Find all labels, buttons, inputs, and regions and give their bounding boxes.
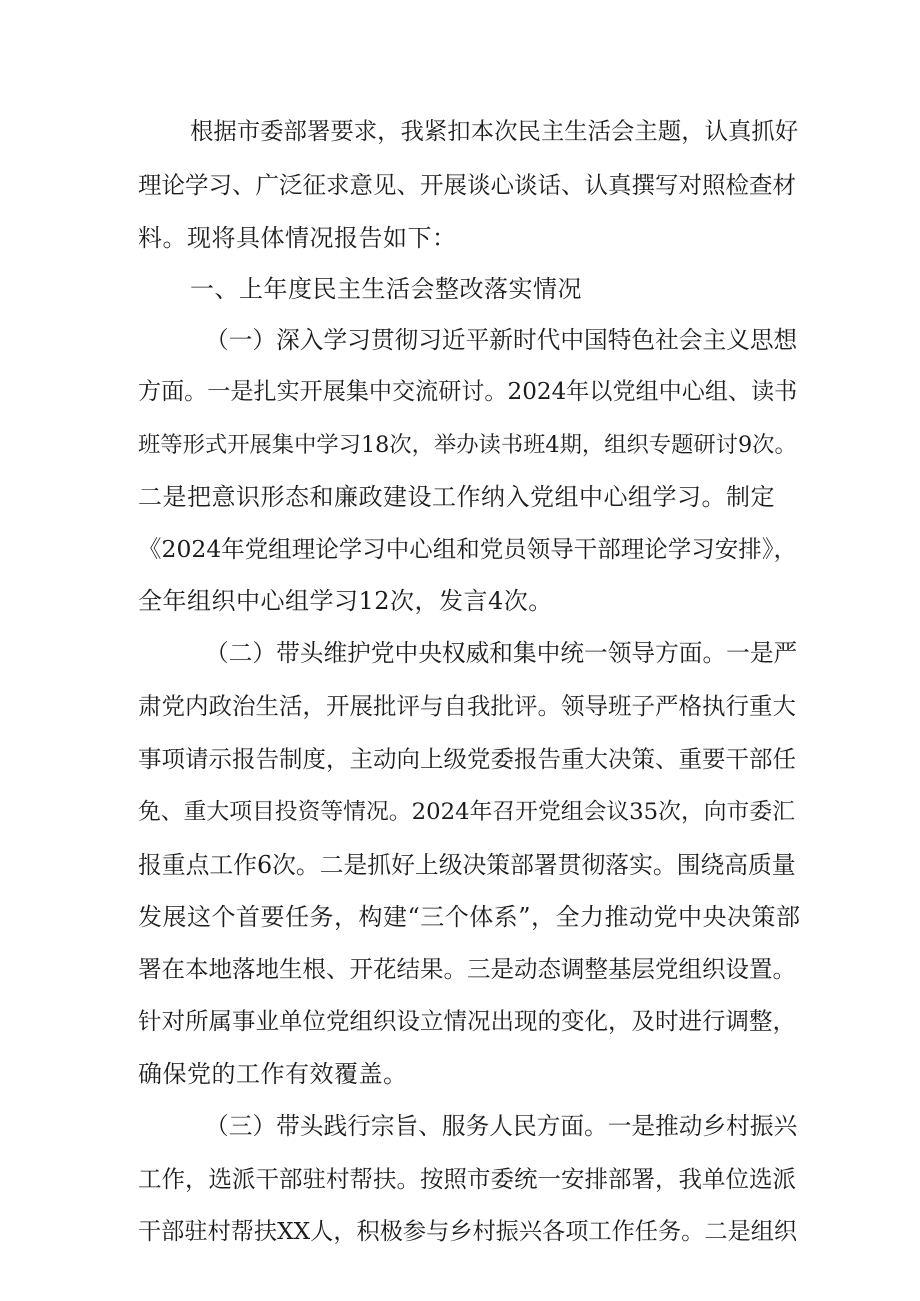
text-line: 二是把意识形态和廉政建设工作纳入党组中心组学习。制定 — [138, 483, 775, 511]
text-line: 干部驻村帮扶XX人，积极参与乡村振兴各项工作任务。二是组织 — [138, 1218, 798, 1245]
text-line: 理论学习、广泛征求意见、开展谈心谈话、认真撰写对照检查材 — [138, 171, 796, 199]
subsection-heading: （一）深入学习贯彻习近平新时代中国特色社会主义思想 — [205, 326, 798, 354]
text-line: 班等形式开展集中学习18次，举办读书班4期，组织专题研讨9次。 — [138, 432, 797, 458]
text-line: 方面。一是扎实开展集中交流研讨。2024年以党组中心组、读书 — [138, 379, 798, 405]
text-line: 全年组织中心组学习12次，发言4次。 — [138, 587, 553, 615]
text-line: 确保党的工作有效覆盖。 — [138, 1060, 408, 1088]
subsection-heading: （二）带头维护党中央权威和集中统一领导方面。一是严 — [205, 639, 798, 667]
text-line: 针对所属事业单位党组织设立情况出现的变化，及时进行调整， — [138, 1007, 796, 1035]
subsection-heading: （三）带头践行宗旨、服务人民方面。一是推动乡村振兴 — [205, 1112, 798, 1140]
text-line: 事项请示报告制度，主动向上级党委报告重大决策、重要干部任 — [138, 745, 796, 773]
text-line: 免、重大项目投资等情况。2024年召开党组会议35次，向市委汇 — [138, 799, 795, 825]
text-line: 署在本地落地生根、开花结果。三是动态调整基层党组织设置。 — [138, 955, 796, 983]
text-line: 《2024年党组理论学习中心组和党员领导干部理论学习安排》， — [138, 535, 798, 563]
text-line: 工作，选派干部驻村帮扶。按照市委统一安排部署，我单位选派 — [138, 1165, 796, 1193]
text-line: 肃党内政治生活，开展批评与自我批评。领导班子严格执行重大 — [138, 692, 796, 720]
text-line: 发展这个首要任务，构建“三个体系”，全力推动党中央决策部 — [138, 903, 801, 931]
text-line: 根据市委部署要求，我紧扣本次民主生活会主题，认真抓好 — [190, 117, 799, 145]
section-heading: 一、上年度民主生活会整改落实情况 — [190, 275, 582, 303]
text-line: 报重点工作6次。二是抓好上级决策部署贯彻落实。围绕高质量 — [138, 851, 796, 879]
text-line: 料。现将具体情况报告如下： — [138, 224, 457, 252]
